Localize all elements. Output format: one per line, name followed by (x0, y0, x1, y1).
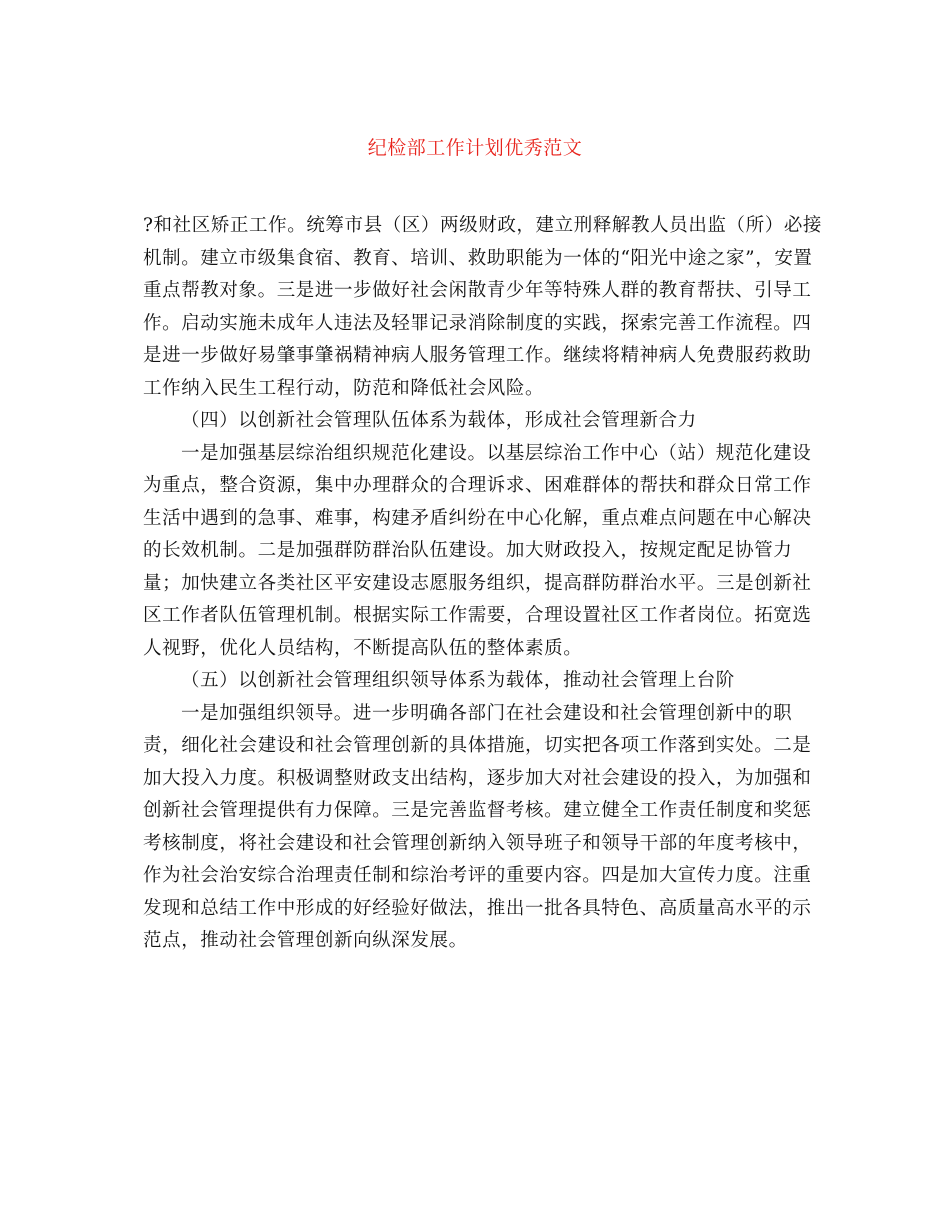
body-text-line: ?和社区矫正工作。统筹市县（区）两级财政，建立刑释解教人员出监（所）必接 (143, 215, 823, 236)
body-text-line: 重点帮教对象。三是进一步做好社会闲散青少年等特殊人群的教育帮扶、引导工 (143, 280, 812, 301)
body-text-line: 人视野，优化人员结构，不断提高队伍的整体素质。 (143, 637, 583, 659)
body-text-line: 创新社会管理提供有力保障。三是完善监督考核。建立健全工作责任制度和奖惩 (143, 800, 812, 821)
body-text-line: 一是加强组织领导。进一步明确各部门在社会建设和社会管理创新中的职 (181, 702, 793, 724)
body-text-line: 范点，推动社会管理创新向纵深发展。 (143, 930, 468, 951)
document-title: 纪检部工作计划优秀范文 (367, 137, 583, 159)
body-text-line: 考核制度，将社会建设和社会管理创新纳入领导班子和领导干部的年度考核中， (143, 832, 812, 854)
body-text-line: 作。启动实施未成年人违法及轻罪记录消除制度的实践，探索完善工作流程。四 (143, 312, 812, 334)
body-text-line: 量；加快建立各类社区平安建设志愿服务组织，提高群防群治水平。三是创新社 (143, 572, 812, 594)
body-text-line: （五）以创新社会管理组织领导体系为载体，推动社会管理上台阶 (181, 670, 735, 691)
body-text-line: 工作纳入民生工程行动，防范和降低社会风险。 (143, 377, 545, 399)
body-text-line: 作为社会治安综合治理责任制和综治考评的重要内容。四是加大宣传力度。注重 (143, 865, 812, 886)
body-text-line: 加大投入力度。积极调整财政支出结构，逐步加大对社会建设的投入，为加强和 (143, 767, 812, 789)
body-text-line: 区工作者队伍管理机制。根据实际工作需要，合理设置社区工作者岗位。拓宽选 (143, 605, 812, 626)
body-text-line: 生活中遇到的急事、难事，构建矛盾纠纷在中心化解，重点难点问题在中心解决 (143, 507, 812, 529)
body-text-line: 的长效机制。二是加强群防群治队伍建设。加大财政投入，按规定配足协管力 (143, 540, 793, 561)
body-text-line: 是进一步做好易肇事肇祸精神病人服务管理工作。继续将精神病人免费服药救助 (143, 345, 812, 366)
document-body (143, 210, 823, 958)
body-text-line: （四）以创新社会管理队伍体系为载体，形成社会管理新合力 (181, 410, 697, 431)
body-text-line: 一是加强基层综治组织规范化建设。以基层综治工作中心（站）规范化建设 (181, 442, 812, 464)
body-text-line: 责，细化社会建设和社会管理创新的具体措施，切实把各项工作落到实处。二是 (143, 735, 812, 756)
body-text-line: 机制。建立市级集食宿、教育、培训、救助职能为一体的“阳光中途之家”，安置 (143, 247, 813, 269)
body-text-line: 为重点，整合资源，集中办理群众的合理诉求、困难群体的帮扶和群众日常工作 (143, 475, 812, 496)
body-text-line: 发现和总结工作中形成的好经验好做法，推出一批各具特色、高质量高水平的示 (143, 897, 812, 919)
